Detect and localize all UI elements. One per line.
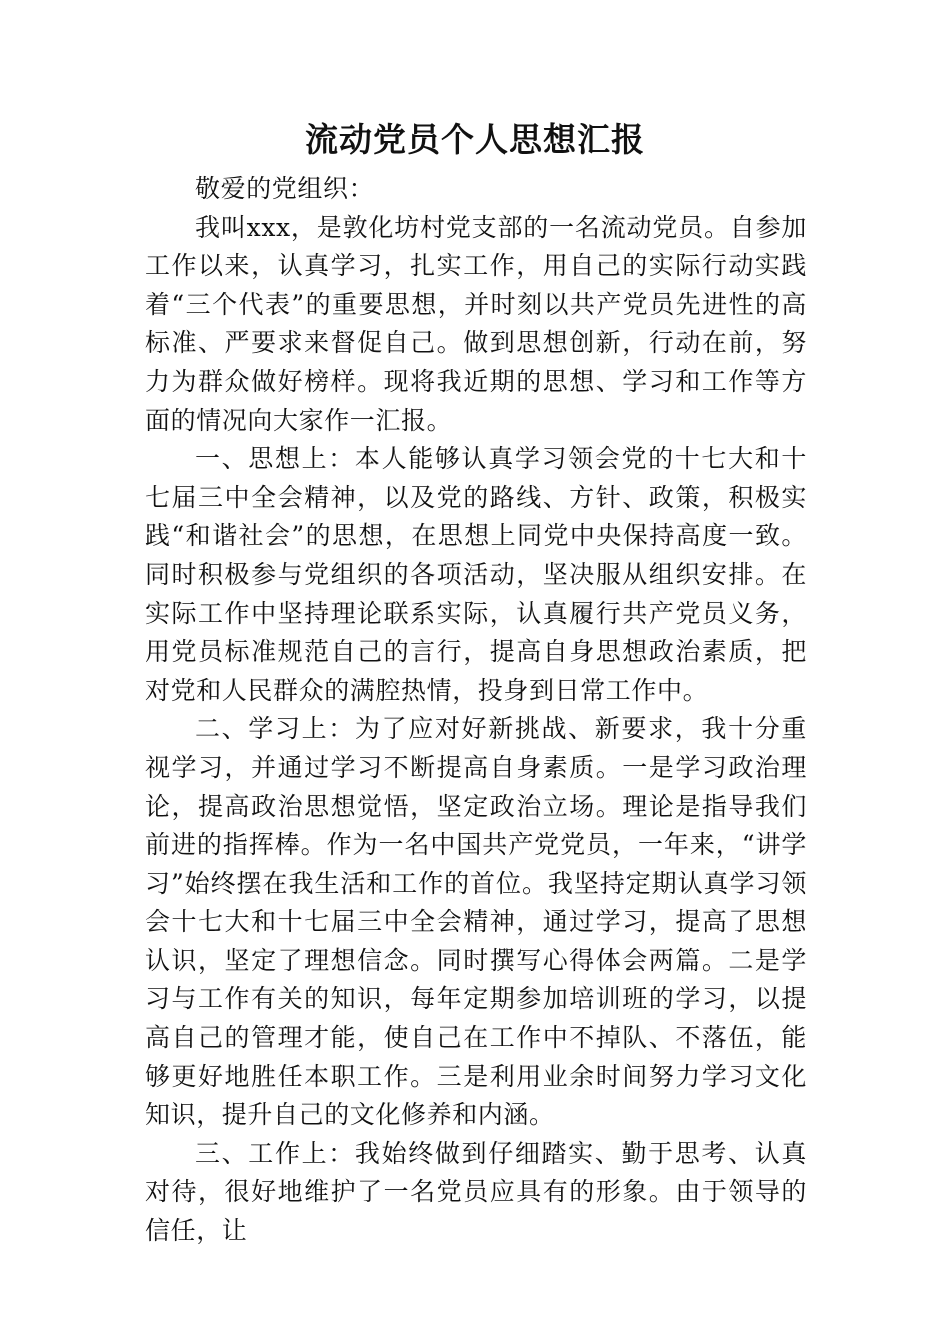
- document-body: [145, 170, 807, 1251]
- document-title: 流动党员个人思想汇报: [305, 120, 645, 159]
- salutation: 敬爱的党组织：: [195, 174, 375, 203]
- paragraph-intro: 我叫xxx，是敦化坊村党支部的一名流动党员。自参加工作以来，认真学习，扎实工作，用自己的实际行动实践着“三个代表”的重要思想，并时刻以共产党员先进性的高标准、严要求来督促自己。做到思想创新，行动在前，努力为群众做好榜样。现将我近期的思想、学习和工作等方面的情况向大家作一汇报。: [145, 212, 807, 435]
- paragraph-work: 三、工作上：我始终做到仔细踏实、勤于思考、认真对待，很好地维护了一名党员应具有的形象。由于领导的信任，让: [145, 1138, 807, 1246]
- paragraph-study: 二、学习上：为了应对好新挑战、新要求，我十分重视学习，并通过学习不断提高自身素质。一是学习政治理论，提高政治思想觉悟，坚定政治立场。理论是指导我们前进的指挥棒。作为一名中国共产党党员，一年来，“讲学习”始终摆在我生活和工作的首位。我坚持定期认真学习领会十七大和十七届三中全会精神，通过学习，提高了思想认识，坚定了理想信念。同时撰写心得体会两篇。二是学习与工作有关的知识，每年定期参加培训班的学习，以提高自己的管理才能，使自己在工作中不掉队、不落伍，能够更好地胜任本职工作。三是利用业余时间努力学习文化知识，提升自己的文化修养和内涵。: [145, 714, 807, 1130]
- paragraph-thought: 一、思想上：本人能够认真学习领会党的十七大和十七届三中全会精神，以及党的路线、方针、政策，积极实践“和谐社会”的思想，在思想上同党中央保持高度一致。同时积极参与党组织的各项活动，坚决服从组织安排。在实际工作中坚持理论联系实际，认真履行共产党员义务，用党员标准规范自己的言行，提高自身思想政治素质，把对党和人民群众的满腔热情，投身到日常工作中。: [145, 444, 807, 705]
